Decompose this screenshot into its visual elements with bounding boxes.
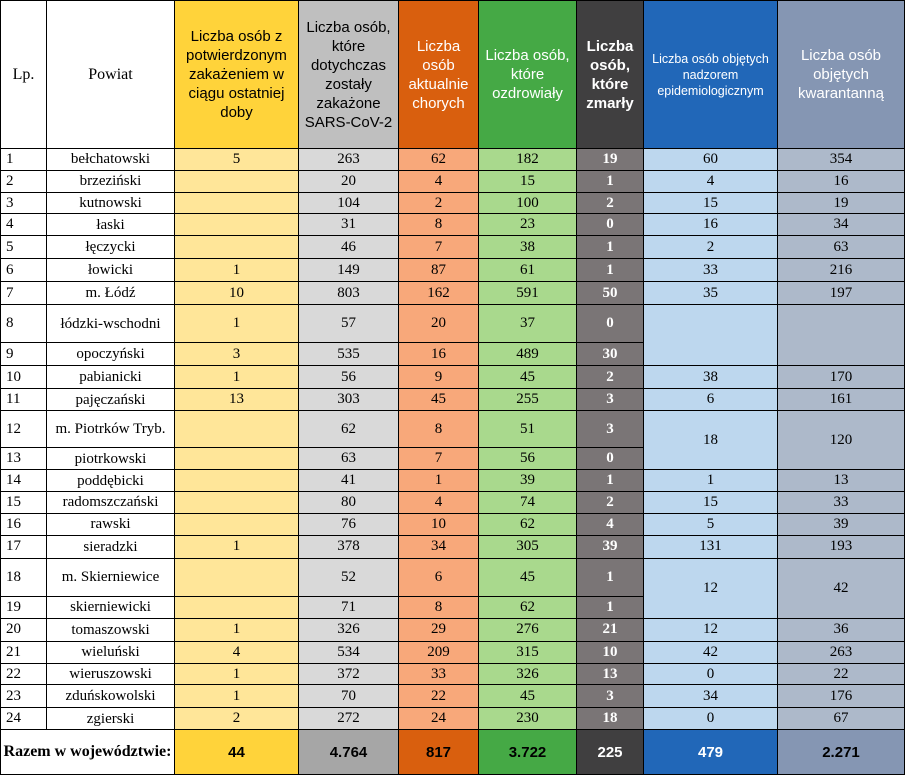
row-number: 1 bbox=[1, 149, 47, 171]
active-cell: 4 bbox=[399, 170, 479, 192]
confirmed-24h-cell bbox=[175, 410, 299, 447]
powiat-name: skierniewicki bbox=[47, 597, 175, 619]
recovered-cell: 62 bbox=[479, 513, 577, 535]
confirmed-24h-cell bbox=[175, 492, 299, 514]
row-number: 15 bbox=[1, 492, 47, 514]
active-cell: 7 bbox=[399, 236, 479, 259]
deaths-cell: 2 bbox=[577, 492, 644, 514]
powiat-name: m. Piotrków Tryb. bbox=[47, 410, 175, 447]
confirmed-24h-cell: 1 bbox=[175, 304, 299, 342]
table-row bbox=[1, 470, 905, 492]
active-cell: 7 bbox=[399, 448, 479, 470]
active-cell: 162 bbox=[399, 282, 479, 305]
deaths-cell: 0 bbox=[577, 304, 644, 342]
active-cell: 62 bbox=[399, 149, 479, 171]
supervision-cell: 15 bbox=[644, 192, 778, 214]
total-infected-cell: 303 bbox=[299, 389, 399, 411]
recovered-cell: 51 bbox=[479, 410, 577, 447]
row-number: 22 bbox=[1, 663, 47, 685]
total-infected-cell: 803 bbox=[299, 282, 399, 305]
table-row bbox=[1, 410, 905, 447]
table-row bbox=[1, 389, 905, 411]
header-deaths: Liczba osób, które zmarły bbox=[577, 1, 644, 149]
row-number: 13 bbox=[1, 448, 47, 470]
recovered-cell: 74 bbox=[479, 492, 577, 514]
table-row bbox=[1, 282, 905, 305]
active-cell: 34 bbox=[399, 535, 479, 558]
powiat-name: wieluński bbox=[47, 641, 175, 663]
deaths-cell: 21 bbox=[577, 618, 644, 641]
table-row bbox=[1, 558, 905, 596]
table-row bbox=[1, 149, 905, 171]
quarantine-cell: 170 bbox=[778, 366, 905, 389]
table-row bbox=[1, 513, 905, 535]
table-row bbox=[1, 304, 905, 342]
recovered-cell: 489 bbox=[479, 343, 577, 366]
supervision-cell: 18 bbox=[644, 410, 778, 469]
deaths-cell: 3 bbox=[577, 389, 644, 411]
quarantine-cell: 22 bbox=[778, 663, 905, 685]
recovered-cell: 182 bbox=[479, 149, 577, 171]
active-cell: 2 bbox=[399, 192, 479, 214]
table-row bbox=[1, 535, 905, 558]
total-infected-cell: 63 bbox=[299, 448, 399, 470]
confirmed-24h-cell: 13 bbox=[175, 389, 299, 411]
powiat-name: pajęczański bbox=[47, 389, 175, 411]
active-cell: 45 bbox=[399, 389, 479, 411]
total-infected-cell: 272 bbox=[299, 708, 399, 730]
total-infected-cell: 263 bbox=[299, 149, 399, 171]
powiat-name: łaski bbox=[47, 214, 175, 236]
powiat-name: łódzki-wschodni bbox=[47, 304, 175, 342]
table-body bbox=[1, 149, 905, 775]
recovered-cell: 305 bbox=[479, 535, 577, 558]
deaths-cell: 1 bbox=[577, 558, 644, 596]
recovered-cell: 56 bbox=[479, 448, 577, 470]
recovered-cell: 61 bbox=[479, 259, 577, 282]
confirmed-24h-cell: 1 bbox=[175, 259, 299, 282]
powiat-name: rawski bbox=[47, 513, 175, 535]
confirmed-24h-cell bbox=[175, 513, 299, 535]
total-infected-cell: 41 bbox=[299, 470, 399, 492]
header-recovered: Liczba osób, które ozdrowiały bbox=[479, 1, 577, 149]
table-row bbox=[1, 663, 905, 685]
supervision-cell: 6 bbox=[644, 389, 778, 411]
supervision-cell: 16 bbox=[644, 214, 778, 236]
confirmed-24h-cell: 1 bbox=[175, 618, 299, 641]
row-number: 16 bbox=[1, 513, 47, 535]
active-cell: 209 bbox=[399, 641, 479, 663]
total-c2-cell: 4.764 bbox=[299, 730, 399, 775]
supervision-cell: 131 bbox=[644, 535, 778, 558]
confirmed-24h-cell: 1 bbox=[175, 366, 299, 389]
row-number: 20 bbox=[1, 618, 47, 641]
supervision-cell: 4 bbox=[644, 170, 778, 192]
confirmed-24h-cell: 10 bbox=[175, 282, 299, 305]
deaths-cell: 10 bbox=[577, 641, 644, 663]
confirmed-24h-cell bbox=[175, 448, 299, 470]
active-cell: 10 bbox=[399, 513, 479, 535]
quarantine-cell: 33 bbox=[778, 492, 905, 514]
deaths-cell: 1 bbox=[577, 470, 644, 492]
deaths-cell: 4 bbox=[577, 513, 644, 535]
deaths-cell: 0 bbox=[577, 214, 644, 236]
row-number: 8 bbox=[1, 304, 47, 342]
row-number: 3 bbox=[1, 192, 47, 214]
total-infected-cell: 46 bbox=[299, 236, 399, 259]
supervision-cell: 35 bbox=[644, 282, 778, 305]
recovered-cell: 23 bbox=[479, 214, 577, 236]
deaths-cell: 2 bbox=[577, 366, 644, 389]
quarantine-cell: 176 bbox=[778, 685, 905, 708]
total-infected-cell: 31 bbox=[299, 214, 399, 236]
row-number: 7 bbox=[1, 282, 47, 305]
table-row bbox=[1, 214, 905, 236]
total-infected-cell: 372 bbox=[299, 663, 399, 685]
total-infected-cell: 534 bbox=[299, 641, 399, 663]
quarantine-cell: 13 bbox=[778, 470, 905, 492]
recovered-cell: 15 bbox=[479, 170, 577, 192]
deaths-cell: 18 bbox=[577, 708, 644, 730]
row-number: 21 bbox=[1, 641, 47, 663]
recovered-cell: 45 bbox=[479, 558, 577, 596]
row-number: 4 bbox=[1, 214, 47, 236]
recovered-cell: 326 bbox=[479, 663, 577, 685]
row-number: 24 bbox=[1, 708, 47, 730]
row-number: 17 bbox=[1, 535, 47, 558]
powiat-name: zduńskowolski bbox=[47, 685, 175, 708]
total-infected-cell: 378 bbox=[299, 535, 399, 558]
header-supervision: Liczba osób objętych nadzorem epidemiologicznym bbox=[644, 1, 778, 149]
quarantine-cell: 39 bbox=[778, 513, 905, 535]
total-infected-cell: 62 bbox=[299, 410, 399, 447]
quarantine-cell: 36 bbox=[778, 618, 905, 641]
active-cell: 8 bbox=[399, 597, 479, 619]
total-infected-cell: 104 bbox=[299, 192, 399, 214]
confirmed-24h-cell: 3 bbox=[175, 343, 299, 366]
powiat-name: bełchatowski bbox=[47, 149, 175, 171]
total-infected-cell: 71 bbox=[299, 597, 399, 619]
confirmed-24h-cell: 1 bbox=[175, 535, 299, 558]
total-c3-cell: 817 bbox=[399, 730, 479, 775]
deaths-cell: 1 bbox=[577, 170, 644, 192]
table-row bbox=[1, 192, 905, 214]
header-confirmed-24h: Liczba osób z potwierdzonym zakażeniem w ciągu ostatniej doby bbox=[175, 1, 299, 149]
total-infected-cell: 52 bbox=[299, 558, 399, 596]
active-cell: 1 bbox=[399, 470, 479, 492]
confirmed-24h-cell bbox=[175, 192, 299, 214]
header-lp: Lp. bbox=[1, 1, 47, 149]
recovered-cell: 39 bbox=[479, 470, 577, 492]
supervision-cell: 60 bbox=[644, 149, 778, 171]
powiat-name: brzeziński bbox=[47, 170, 175, 192]
deaths-cell: 1 bbox=[577, 597, 644, 619]
powiat-name: m. Łódź bbox=[47, 282, 175, 305]
table-row bbox=[1, 366, 905, 389]
deaths-cell: 1 bbox=[577, 259, 644, 282]
total-label: Razem w województwie: bbox=[1, 730, 175, 775]
quarantine-cell: 354 bbox=[778, 149, 905, 171]
quarantine-cell: 197 bbox=[778, 282, 905, 305]
recovered-cell: 45 bbox=[479, 685, 577, 708]
table-row bbox=[1, 236, 905, 259]
quarantine-cell: 216 bbox=[778, 259, 905, 282]
supervision-cell: 42 bbox=[644, 641, 778, 663]
deaths-cell: 3 bbox=[577, 685, 644, 708]
confirmed-24h-cell: 1 bbox=[175, 685, 299, 708]
table-row bbox=[1, 492, 905, 514]
recovered-cell: 591 bbox=[479, 282, 577, 305]
total-c1-cell: 44 bbox=[175, 730, 299, 775]
confirmed-24h-cell bbox=[175, 597, 299, 619]
total-infected-cell: 57 bbox=[299, 304, 399, 342]
quarantine-cell: 67 bbox=[778, 708, 905, 730]
supervision-cell: 0 bbox=[644, 708, 778, 730]
recovered-cell: 100 bbox=[479, 192, 577, 214]
powiat-name: piotrkowski bbox=[47, 448, 175, 470]
quarantine-cell: 19 bbox=[778, 192, 905, 214]
quarantine-cell bbox=[778, 304, 905, 365]
deaths-cell: 50 bbox=[577, 282, 644, 305]
powiat-name: wieruszowski bbox=[47, 663, 175, 685]
total-c4-cell: 3.722 bbox=[479, 730, 577, 775]
powiat-name: pabianicki bbox=[47, 366, 175, 389]
row-number: 23 bbox=[1, 685, 47, 708]
active-cell: 29 bbox=[399, 618, 479, 641]
powiat-name: kutnowski bbox=[47, 192, 175, 214]
total-infected-cell: 20 bbox=[299, 170, 399, 192]
quarantine-cell: 16 bbox=[778, 170, 905, 192]
total-c6-cell: 479 bbox=[644, 730, 778, 775]
confirmed-24h-cell: 1 bbox=[175, 663, 299, 685]
powiat-name: tomaszowski bbox=[47, 618, 175, 641]
recovered-cell: 62 bbox=[479, 597, 577, 619]
row-number: 6 bbox=[1, 259, 47, 282]
total-infected-cell: 326 bbox=[299, 618, 399, 641]
deaths-cell: 2 bbox=[577, 192, 644, 214]
deaths-cell: 39 bbox=[577, 535, 644, 558]
deaths-cell: 3 bbox=[577, 410, 644, 447]
confirmed-24h-cell bbox=[175, 214, 299, 236]
row-number: 9 bbox=[1, 343, 47, 366]
powiat-name: opoczyński bbox=[47, 343, 175, 366]
total-infected-cell: 535 bbox=[299, 343, 399, 366]
total-infected-cell: 149 bbox=[299, 259, 399, 282]
total-infected-cell: 70 bbox=[299, 685, 399, 708]
row-number: 12 bbox=[1, 410, 47, 447]
header-active: Liczba osób aktualnie chorych bbox=[399, 1, 479, 149]
recovered-cell: 315 bbox=[479, 641, 577, 663]
recovered-cell: 276 bbox=[479, 618, 577, 641]
quarantine-cell: 42 bbox=[778, 558, 905, 618]
row-number: 11 bbox=[1, 389, 47, 411]
deaths-cell: 30 bbox=[577, 343, 644, 366]
quarantine-cell: 263 bbox=[778, 641, 905, 663]
active-cell: 4 bbox=[399, 492, 479, 514]
row-number: 5 bbox=[1, 236, 47, 259]
header-quarantine: Liczba osób objętych kwarantanną bbox=[778, 1, 905, 149]
active-cell: 20 bbox=[399, 304, 479, 342]
active-cell: 22 bbox=[399, 685, 479, 708]
recovered-cell: 230 bbox=[479, 708, 577, 730]
deaths-cell: 0 bbox=[577, 448, 644, 470]
table-row bbox=[1, 708, 905, 730]
confirmed-24h-cell bbox=[175, 558, 299, 596]
supervision-cell: 5 bbox=[644, 513, 778, 535]
supervision-cell: 1 bbox=[644, 470, 778, 492]
recovered-cell: 38 bbox=[479, 236, 577, 259]
header-row bbox=[1, 1, 905, 149]
row-number: 19 bbox=[1, 597, 47, 619]
deaths-cell: 19 bbox=[577, 149, 644, 171]
table-row bbox=[1, 259, 905, 282]
confirmed-24h-cell: 5 bbox=[175, 149, 299, 171]
active-cell: 33 bbox=[399, 663, 479, 685]
active-cell: 87 bbox=[399, 259, 479, 282]
powiat-name: radomszczański bbox=[47, 492, 175, 514]
powiat-name: m. Skierniewice bbox=[47, 558, 175, 596]
total-infected-cell: 76 bbox=[299, 513, 399, 535]
powiat-name: łęczycki bbox=[47, 236, 175, 259]
active-cell: 8 bbox=[399, 214, 479, 236]
header-total-infected: Liczba osób, które dotychczas zostały zakażone SARS-CoV-2 bbox=[299, 1, 399, 149]
quarantine-cell: 120 bbox=[778, 410, 905, 469]
recovered-cell: 255 bbox=[479, 389, 577, 411]
powiat-name: łowicki bbox=[47, 259, 175, 282]
total-infected-cell: 56 bbox=[299, 366, 399, 389]
recovered-cell: 45 bbox=[479, 366, 577, 389]
powiat-name: zgierski bbox=[47, 708, 175, 730]
supervision-cell: 34 bbox=[644, 685, 778, 708]
supervision-cell: 12 bbox=[644, 618, 778, 641]
active-cell: 9 bbox=[399, 366, 479, 389]
confirmed-24h-cell bbox=[175, 236, 299, 259]
quarantine-cell: 63 bbox=[778, 236, 905, 259]
total-c5-cell: 225 bbox=[577, 730, 644, 775]
active-cell: 24 bbox=[399, 708, 479, 730]
powiat-name: poddębicki bbox=[47, 470, 175, 492]
active-cell: 16 bbox=[399, 343, 479, 366]
supervision-cell: 38 bbox=[644, 366, 778, 389]
active-cell: 6 bbox=[399, 558, 479, 596]
recovered-cell: 37 bbox=[479, 304, 577, 342]
row-number: 14 bbox=[1, 470, 47, 492]
total-c7-cell: 2.271 bbox=[778, 730, 905, 775]
row-number: 10 bbox=[1, 366, 47, 389]
total-row bbox=[1, 730, 905, 775]
supervision-cell: 0 bbox=[644, 663, 778, 685]
total-infected-cell: 80 bbox=[299, 492, 399, 514]
supervision-cell: 15 bbox=[644, 492, 778, 514]
row-number: 18 bbox=[1, 558, 47, 596]
confirmed-24h-cell bbox=[175, 170, 299, 192]
table-row bbox=[1, 170, 905, 192]
supervision-cell bbox=[644, 304, 778, 365]
supervision-cell: 12 bbox=[644, 558, 778, 618]
quarantine-cell: 193 bbox=[778, 535, 905, 558]
quarantine-cell: 161 bbox=[778, 389, 905, 411]
confirmed-24h-cell: 2 bbox=[175, 708, 299, 730]
confirmed-24h-cell: 4 bbox=[175, 641, 299, 663]
supervision-cell: 2 bbox=[644, 236, 778, 259]
active-cell: 8 bbox=[399, 410, 479, 447]
table-row bbox=[1, 685, 905, 708]
quarantine-cell: 34 bbox=[778, 214, 905, 236]
table-row bbox=[1, 641, 905, 663]
powiat-name: sieradzki bbox=[47, 535, 175, 558]
row-number: 2 bbox=[1, 170, 47, 192]
table-row bbox=[1, 618, 905, 641]
deaths-cell: 13 bbox=[577, 663, 644, 685]
confirmed-24h-cell bbox=[175, 470, 299, 492]
deaths-cell: 1 bbox=[577, 236, 644, 259]
header-powiat: Powiat bbox=[47, 1, 175, 149]
supervision-cell: 33 bbox=[644, 259, 778, 282]
